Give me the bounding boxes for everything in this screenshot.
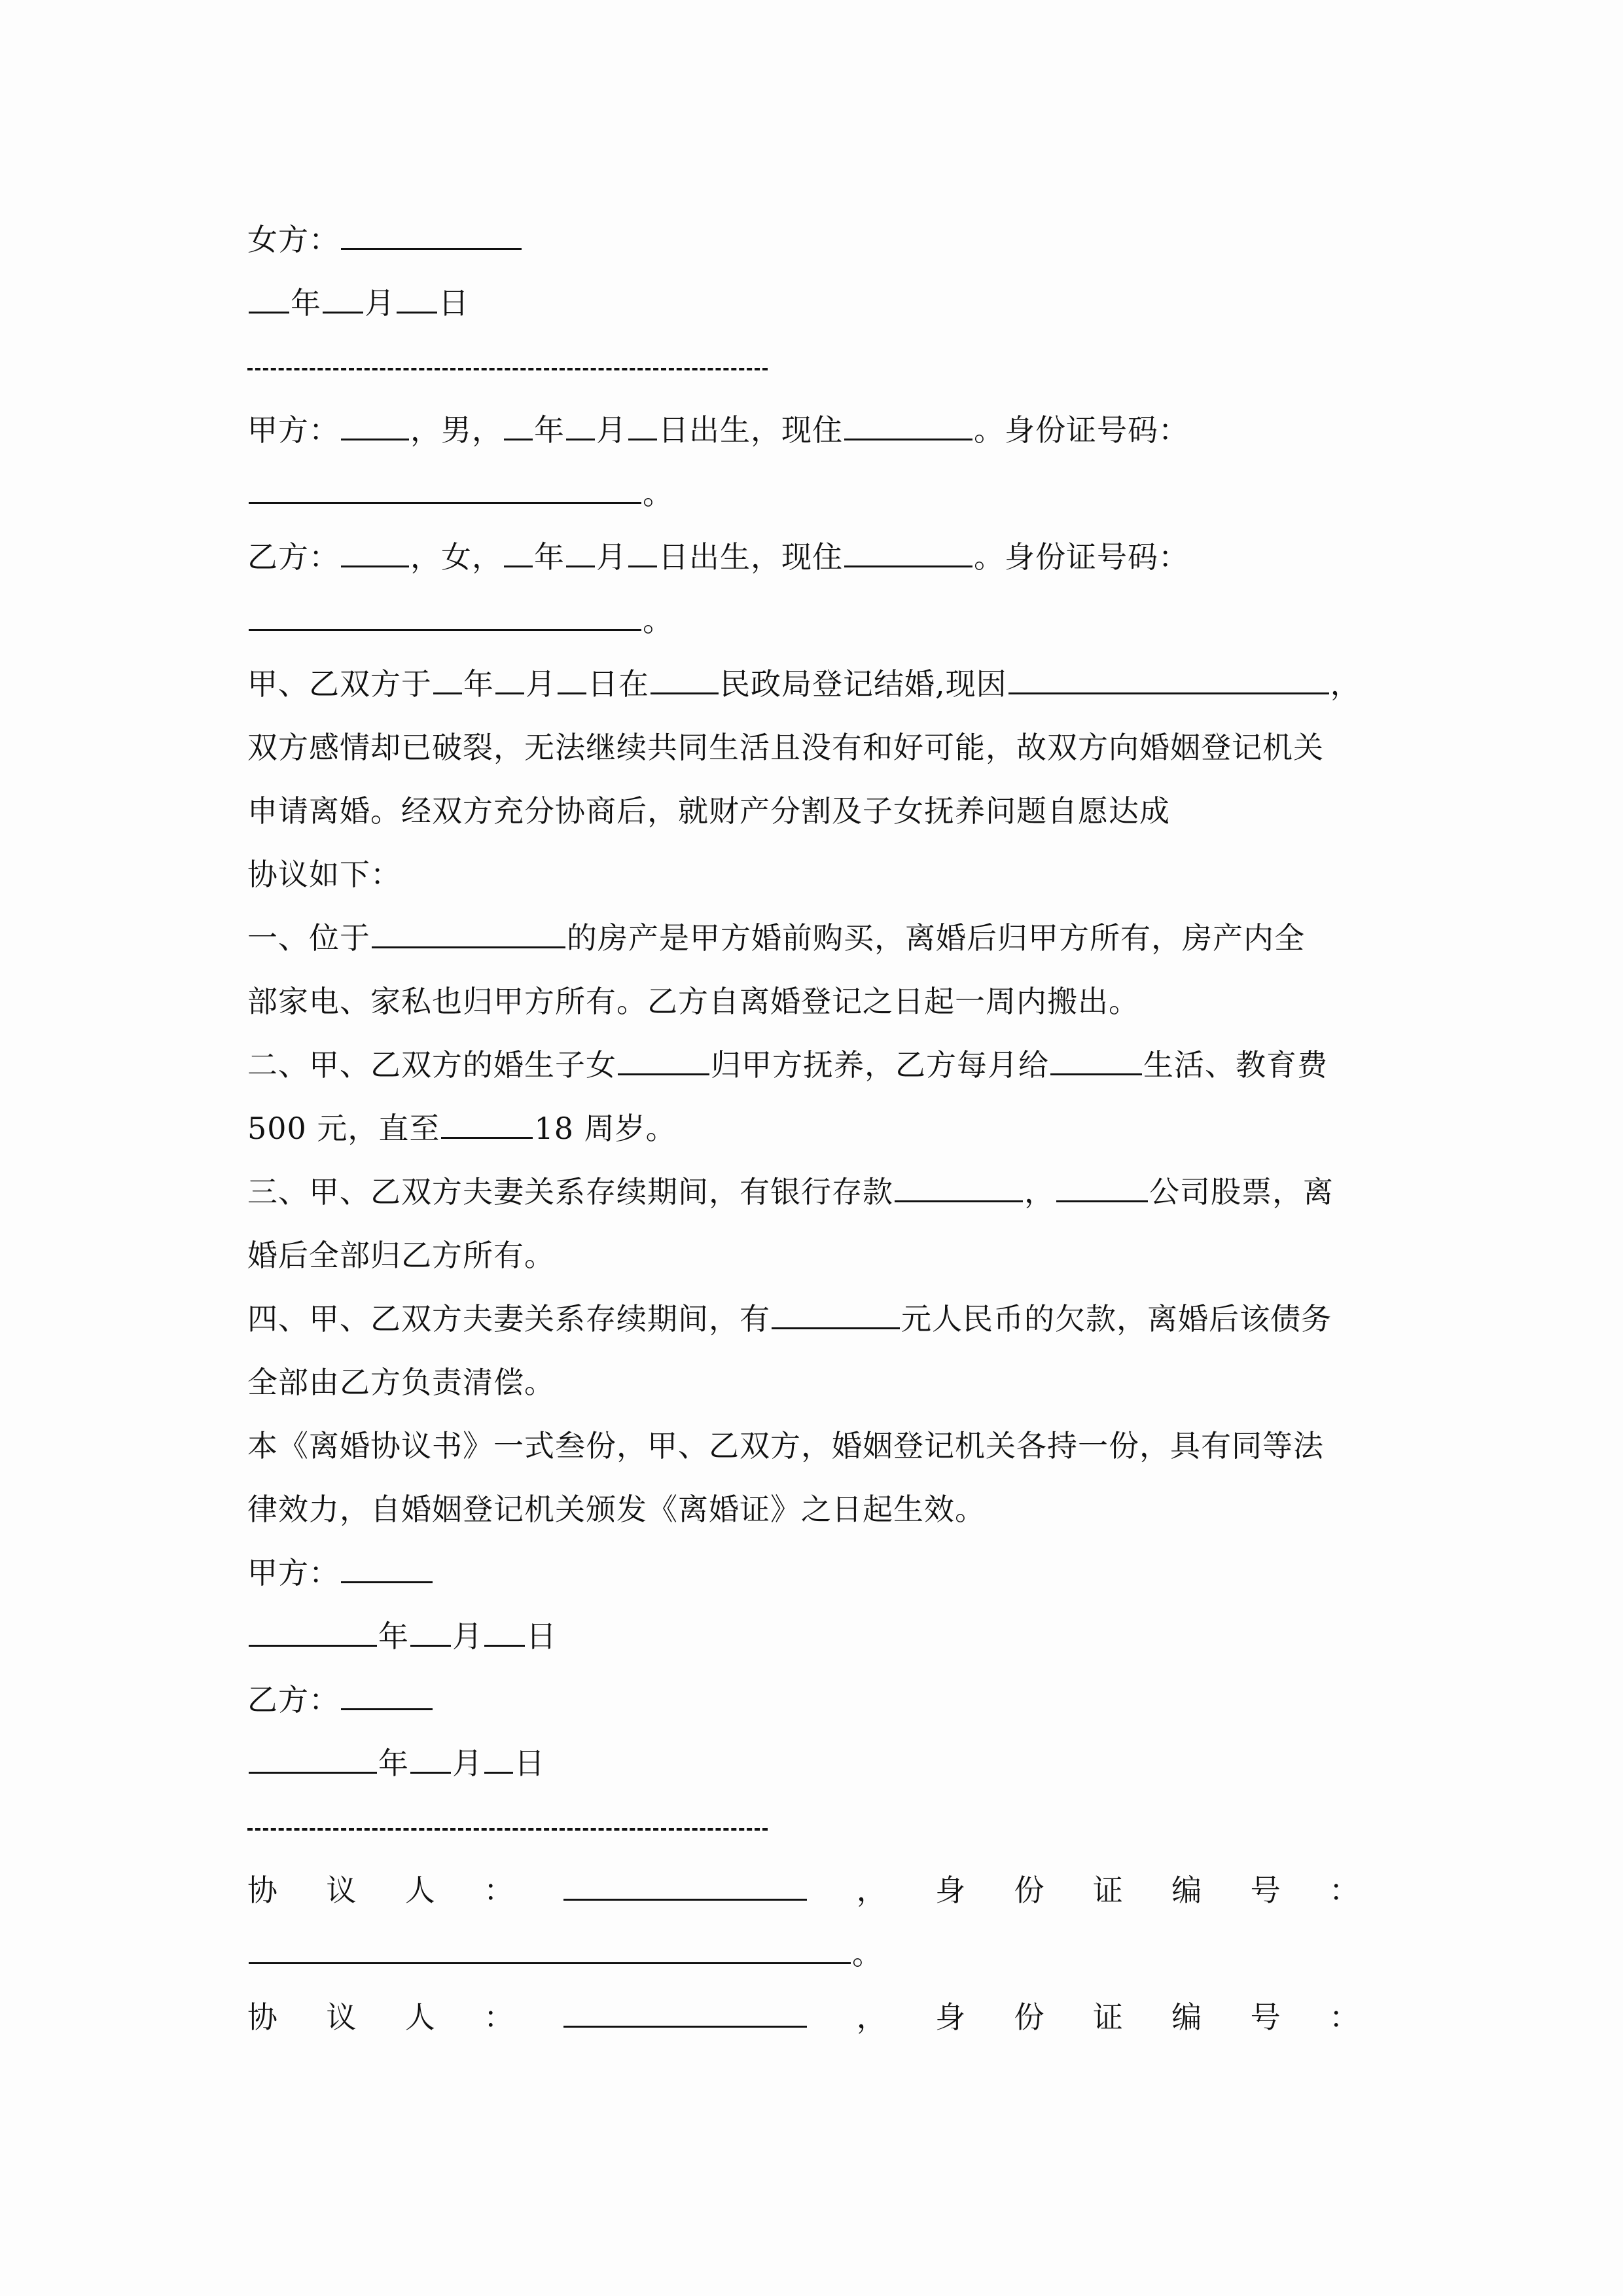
agreement-person-line-1 bbox=[247, 1859, 1360, 1922]
id-number-label: 。身份证号码： bbox=[974, 412, 1189, 448]
period: 。 bbox=[852, 1936, 883, 1971]
party-a-label: 甲方： bbox=[247, 412, 340, 448]
year-label: 年 bbox=[534, 539, 565, 575]
label-char: 份 bbox=[1014, 2000, 1045, 2035]
party-b-label: 乙方： bbox=[247, 539, 340, 575]
party-b-name-blank[interactable] bbox=[341, 534, 409, 567]
label-char: 人 bbox=[404, 2000, 436, 2035]
clause-text: 的房产是甲方婚前购买，离婚后归甲方所有，房产内全 bbox=[567, 920, 1305, 956]
party-b-birth-day-blank[interactable] bbox=[628, 534, 657, 567]
party-b-birth-year-blank[interactable] bbox=[504, 534, 533, 567]
party-a-id-line bbox=[247, 462, 1378, 526]
intro-text: 甲、乙双方于 bbox=[247, 666, 432, 702]
party-a-info-line bbox=[247, 399, 1378, 462]
label-char: 议 bbox=[326, 1873, 357, 1908]
year-label: 年 bbox=[378, 1746, 409, 1781]
label-char: 证 bbox=[1092, 1873, 1124, 1908]
clause-3-line-1 bbox=[247, 1160, 1378, 1224]
agreement-person-id-blank[interactable] bbox=[249, 1931, 851, 1964]
month-blank[interactable] bbox=[410, 1613, 451, 1647]
party-b-address-blank[interactable] bbox=[844, 534, 972, 567]
year-label: 年 bbox=[291, 285, 321, 321]
comma: ， bbox=[1024, 1174, 1055, 1210]
month-label: 月 bbox=[452, 1619, 483, 1654]
party-a-address-blank[interactable] bbox=[844, 407, 972, 440]
agreement-person-line-2 bbox=[247, 1986, 1360, 2049]
label-char: 编 bbox=[1171, 1873, 1203, 1908]
civil-affairs-bureau-blank[interactable] bbox=[651, 661, 719, 694]
label-char: 号 bbox=[1250, 1873, 1281, 1908]
child-support-until-blank[interactable] bbox=[441, 1105, 533, 1139]
id-number-label: 。身份证号码： bbox=[974, 539, 1189, 575]
clause-text: 四、甲、乙双方夫妻关系存续期间，有 bbox=[247, 1301, 770, 1336]
day-blank[interactable] bbox=[484, 1740, 513, 1774]
party-b-id-blank[interactable] bbox=[249, 598, 641, 631]
clause-text: 二、甲、乙双方的婚生子女 bbox=[247, 1047, 616, 1083]
clause-text: 18 周岁。 bbox=[534, 1111, 677, 1146]
label-char: ： bbox=[1329, 2000, 1360, 2035]
party-b-id-line bbox=[247, 589, 1378, 653]
party-b-gender: ，女， bbox=[410, 539, 503, 575]
clause-text: 公司股票，离 bbox=[1149, 1174, 1334, 1210]
label-char: 编 bbox=[1171, 2000, 1203, 2035]
party-b-date-line bbox=[247, 1732, 1378, 1795]
separator-rule bbox=[247, 335, 1378, 399]
label-char: 身 bbox=[935, 2000, 967, 2035]
year-label: 年 bbox=[534, 412, 565, 448]
period: 。 bbox=[643, 603, 673, 638]
party-a-date-line bbox=[247, 1605, 1378, 1668]
agreement-person-name-blank[interactable] bbox=[563, 1994, 807, 2028]
female-name-blank[interactable] bbox=[341, 217, 522, 250]
year-blank[interactable] bbox=[249, 1740, 377, 1774]
child-name-blank[interactable] bbox=[618, 1042, 709, 1075]
label-char: 证 bbox=[1092, 2000, 1124, 2035]
clause-1-line-2: 部家电、家私也归甲方所有。乙方自离婚登记之日起一周内搬出。 bbox=[247, 984, 1139, 1019]
clause-4-line-2: 全部由乙方负责清偿。 bbox=[247, 1365, 555, 1400]
month-label: 月 bbox=[365, 285, 395, 321]
clause-text: 元人民币的欠款，离婚后该债务 bbox=[901, 1301, 1332, 1336]
born-residence-label: 日出生，现住 bbox=[658, 539, 843, 575]
divorce-reason-blank[interactable] bbox=[1008, 661, 1329, 694]
day-label: 日 bbox=[438, 285, 469, 321]
female-signature-line bbox=[247, 208, 1378, 272]
label-char: 份 bbox=[1014, 1873, 1045, 1908]
debt-amount-blank[interactable] bbox=[772, 1296, 900, 1329]
clause-1-line-1 bbox=[247, 906, 1378, 970]
party-a-name-blank[interactable] bbox=[341, 407, 409, 440]
clause-2-line-1 bbox=[247, 1033, 1378, 1097]
party-a-birth-month-blank[interactable] bbox=[566, 407, 595, 440]
party-a-gender: ，男， bbox=[410, 412, 503, 448]
year-blank[interactable] bbox=[249, 1613, 377, 1647]
year-label: 年 bbox=[463, 666, 494, 702]
label-char: 身 bbox=[935, 1873, 967, 1908]
closing-line-1: 本《离婚协议书》一式叁份，甲、乙双方，婚姻登记机关各持一份，具有同等法 bbox=[247, 1428, 1324, 1463]
label-char: 议 bbox=[326, 2000, 357, 2035]
clause-2-line-2 bbox=[247, 1097, 1378, 1160]
clause-text: 500 元，直至 bbox=[247, 1111, 440, 1146]
intro-line-4: 协议如下： bbox=[247, 857, 401, 892]
label-char: ： bbox=[484, 1873, 515, 1908]
property-location-blank[interactable] bbox=[372, 915, 565, 948]
intro-text: 民政局登记结婚,现因 bbox=[720, 666, 1007, 702]
clause-text: 归甲方抚养，乙方每月给 bbox=[711, 1047, 1049, 1083]
label-char: 协 bbox=[247, 2000, 278, 2035]
party-a-birth-day-blank[interactable] bbox=[628, 407, 657, 440]
comma: ， bbox=[1330, 666, 1361, 702]
day-blank[interactable] bbox=[397, 280, 437, 314]
date-line-1 bbox=[247, 272, 1378, 335]
intro-line-3: 申请离婚。经双方充分协商后，就财产分割及子女抚养问题自愿达成 bbox=[247, 793, 1170, 829]
label-char: 人 bbox=[404, 1873, 436, 1908]
year-blank[interactable] bbox=[249, 280, 289, 314]
party-a-signature-line bbox=[247, 1541, 1378, 1605]
born-residence-label: 日出生，现住 bbox=[658, 412, 843, 448]
party-a-birth-year-blank[interactable] bbox=[504, 407, 533, 440]
clause-text: 一、位于 bbox=[247, 920, 370, 956]
month-label: 月 bbox=[452, 1746, 483, 1781]
company-stock-blank[interactable] bbox=[1056, 1169, 1148, 1202]
party-b-sign-label: 乙方： bbox=[247, 1682, 340, 1717]
intro-line-2: 双方感情却已破裂，无法继续共同生活且没有和好可能，故双方向婚姻登记机关 bbox=[247, 730, 1324, 765]
month-label: 月 bbox=[526, 666, 556, 702]
label-char: 号 bbox=[1250, 2000, 1281, 2035]
party-b-info-line bbox=[247, 526, 1378, 589]
day-blank[interactable] bbox=[484, 1613, 525, 1647]
document-page bbox=[247, 208, 1378, 2049]
marriage-day-blank[interactable] bbox=[558, 661, 586, 694]
child-support-recipient-blank[interactable] bbox=[1050, 1042, 1142, 1075]
label-char: ： bbox=[484, 2000, 515, 2035]
label-char: 协 bbox=[247, 1873, 278, 1908]
bank-deposit-blank[interactable] bbox=[895, 1169, 1023, 1202]
separator-rule bbox=[247, 1795, 1378, 1859]
marriage-month-blank[interactable] bbox=[495, 661, 524, 694]
intro-text: 日在 bbox=[588, 666, 649, 702]
clause-text: 生活、教育费 bbox=[1143, 1047, 1328, 1083]
agreement-person-id-line-1 bbox=[247, 1922, 1378, 1986]
party-b-signature-blank[interactable] bbox=[341, 1677, 433, 1710]
intro-line-1 bbox=[247, 653, 1378, 716]
closing-line-2: 律效力，自婚姻登记机关颁发《离婚证》之日起生效。 bbox=[247, 1492, 986, 1527]
party-b-birth-month-blank[interactable] bbox=[566, 534, 595, 567]
month-label: 月 bbox=[596, 539, 627, 575]
clause-4-line-1 bbox=[247, 1287, 1378, 1351]
month-blank[interactable] bbox=[410, 1740, 451, 1774]
comma: ， bbox=[856, 2000, 887, 2035]
month-blank[interactable] bbox=[323, 280, 363, 314]
day-label: 日 bbox=[526, 1619, 557, 1654]
party-a-sign-label: 甲方： bbox=[247, 1555, 340, 1590]
period: 。 bbox=[643, 476, 673, 511]
year-label: 年 bbox=[378, 1619, 409, 1654]
female-label: 女方： bbox=[247, 222, 340, 257]
clause-text: 三、甲、乙双方夫妻关系存续期间，有银行存款 bbox=[247, 1174, 893, 1210]
month-label: 月 bbox=[596, 412, 627, 448]
label-char: ： bbox=[1329, 1873, 1360, 1908]
party-a-signature-blank[interactable] bbox=[341, 1550, 433, 1583]
clause-3-line-2: 婚后全部归乙方所有。 bbox=[247, 1238, 555, 1273]
party-b-signature-line bbox=[247, 1668, 1378, 1732]
agreement-person-name-blank[interactable] bbox=[563, 1867, 807, 1901]
party-a-id-blank[interactable] bbox=[249, 471, 641, 504]
day-label: 日 bbox=[514, 1746, 545, 1781]
marriage-year-blank[interactable] bbox=[433, 661, 462, 694]
comma: ， bbox=[856, 1873, 887, 1908]
